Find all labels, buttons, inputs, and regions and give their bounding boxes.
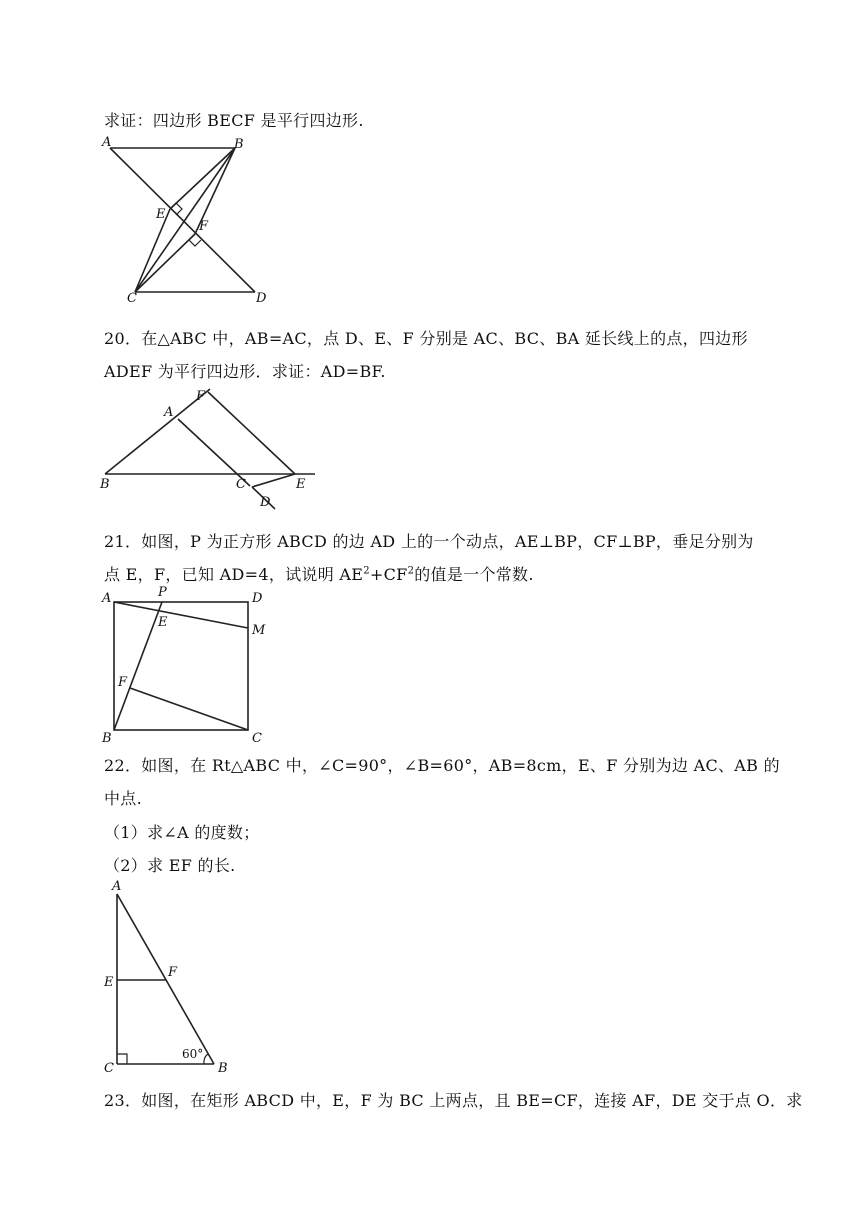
q19-label-b: B — [234, 137, 244, 152]
q22-angle-label: 60° — [182, 1047, 204, 1061]
q21-label-m: M — [252, 623, 266, 638]
q22-label-f: F — [168, 965, 178, 980]
q21-label-b: B — [102, 731, 112, 746]
q22-part1: （1）求∠A 的度数； — [104, 823, 260, 842]
q22-figure — [100, 876, 240, 1076]
q23-text-line1: 23．如图，在矩形 ABCD 中，E，F 为 BC 上两点，且 BE=CF，连接 AF，DE 交于点 O．求 — [104, 1091, 803, 1110]
q20-label-a: A — [164, 405, 174, 420]
q19-label-a: A — [102, 135, 112, 150]
q20-label-c: C — [236, 477, 246, 492]
q22-text-line1: 22．如图，在 Rt△ABC 中，∠C=90°，∠B=60°，AB=8cm，E、F 分别为边 AC、AB 的 — [104, 756, 780, 775]
q21-label-d: D — [252, 591, 263, 606]
q22-label-b: B — [218, 1061, 228, 1076]
q21-label-f: F — [118, 675, 128, 690]
q21-label-p: P — [158, 585, 167, 600]
q22-part2: （2）求 EF 的长. — [104, 856, 236, 875]
q20-label-d: D — [260, 495, 271, 510]
q21-label-e: E — [158, 615, 168, 630]
q19-conclusion-text: 求证：四边形 BECF 是平行四边形. — [104, 111, 364, 130]
q22-label-e: E — [104, 975, 114, 990]
q19-label-c: C — [127, 291, 137, 306]
q20-label-b: B — [100, 477, 110, 492]
q22-label-c: C — [104, 1061, 114, 1076]
q21-label-c: C — [252, 731, 262, 746]
q21-text-line2: 点 E，F，已知 AD=4，试说明 $AE^2+CF^2$的值是一个常数. — [104, 565, 534, 584]
q21-figure — [100, 584, 275, 746]
q19-label-d: D — [256, 291, 267, 306]
q19-label-e: E — [156, 207, 166, 222]
q21-label-a: A — [102, 591, 112, 606]
q22-text-line2: 中点. — [104, 789, 142, 808]
q20-label-f: F — [196, 389, 206, 404]
q22-label-a: A — [112, 879, 122, 894]
q21-text-line1: 21．如图，P 为正方形 ABCD 的边 AD 上的一个动点，AE⊥BP，CF⊥BP，垂足分别为 — [104, 532, 754, 551]
q20-text-line1: 20．在△ABC 中，AB=AC，点 D、E、F 分别是 AC、BC、BA 延长线上的点，四边形 — [104, 329, 748, 348]
q20-figure — [100, 384, 320, 514]
q20-label-e: E — [296, 477, 306, 492]
q19-figure — [100, 134, 275, 306]
q19-label-f: F — [199, 219, 209, 234]
q20-text-line2: ADEF 为平行四边形．求证：AD=BF. — [104, 362, 386, 381]
